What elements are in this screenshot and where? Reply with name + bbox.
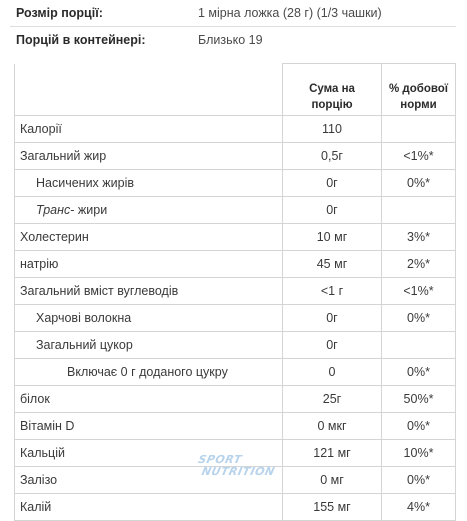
- nutrient-row-added-sugars: [15, 359, 456, 386]
- nutrient-row-trans-fat: [15, 197, 456, 224]
- nutrient-name: Кальцій: [15, 440, 283, 467]
- nutrient-name: білок: [15, 386, 283, 413]
- nutrient-row-cholesterol: [15, 224, 456, 251]
- nutrient-daily-value: <1%*: [382, 278, 456, 305]
- nutrient-daily-value: 10%*: [382, 440, 456, 467]
- nutrient-amount: 0 мг: [283, 467, 382, 494]
- nutrient-daily-value: 0%*: [382, 305, 456, 332]
- nutrient-amount: 121 мг: [283, 440, 382, 467]
- nutrient-name: Загальний жир: [15, 143, 283, 170]
- nutrient-amount: 0 мкг: [283, 413, 382, 440]
- nutrition-table: [14, 63, 456, 521]
- nutrient-name-rest: - жири: [70, 203, 108, 217]
- nutrient-name: Залізо: [15, 467, 283, 494]
- nutrient-row-calories: [15, 116, 456, 143]
- serving-info-table: [10, 0, 456, 53]
- nutrient-daily-value: 4%*: [382, 494, 456, 521]
- nutrient-daily-value: [382, 116, 456, 143]
- nutrient-daily-value: 2%*: [382, 251, 456, 278]
- nutrient-column-header: [15, 64, 283, 116]
- nutrient-name: Харчові волокна: [15, 305, 283, 332]
- nutrient-row-protein: [15, 386, 456, 413]
- amount-column-header: [283, 64, 382, 116]
- serving-size-row: [10, 0, 456, 27]
- watermark-line1: SPORT: [197, 453, 244, 466]
- nutrient-daily-value: 0%*: [382, 170, 456, 197]
- nutrient-row-potassium: [15, 494, 456, 521]
- daily-value-header-line2: норми: [400, 99, 437, 111]
- nutrient-row-total-carbs: [15, 278, 456, 305]
- nutrient-row-fiber: [15, 305, 456, 332]
- nutrient-amount: 0,5г: [283, 143, 382, 170]
- nutrient-name: Вітамін D: [15, 413, 283, 440]
- nutrient-amount: 0г: [283, 332, 382, 359]
- nutrient-daily-value: 50%*: [382, 386, 456, 413]
- daily-value-header-line1: % добової: [388, 83, 449, 95]
- serving-size-value: 1 мірна ложка (28 г) (1/3 чашки): [192, 0, 456, 27]
- nutrient-amount: 0г: [283, 170, 382, 197]
- servings-per-container-label: Порцій в контейнері:: [16, 33, 146, 47]
- nutrient-name: натрію: [15, 251, 283, 278]
- nutrient-daily-value: 0%*: [382, 359, 456, 386]
- nutrition-header-row: [15, 64, 456, 116]
- nutrient-amount: <1 г: [283, 278, 382, 305]
- servings-per-container-row: [10, 27, 456, 54]
- nutrient-daily-value: 0%*: [382, 413, 456, 440]
- nutrient-name: Насичених жирів: [15, 170, 283, 197]
- nutrient-name: Загальний вміст вуглеводів: [15, 278, 283, 305]
- nutrient-amount: 0: [283, 359, 382, 386]
- amount-header-line2: порцію: [311, 99, 353, 111]
- nutrient-name: Включає 0 г доданого цукру: [15, 359, 283, 386]
- nutrient-name: Холестерин: [15, 224, 283, 251]
- watermark-line2: NUTRITION: [200, 465, 277, 478]
- nutrient-name: Калій: [15, 494, 283, 521]
- nutrient-row-total-fat: [15, 143, 456, 170]
- servings-per-container-value: Близько 19: [198, 33, 263, 47]
- nutrient-daily-value: [382, 197, 456, 224]
- nutrient-amount: 10 мг: [283, 224, 382, 251]
- nutrient-amount: 155 мг: [283, 494, 382, 521]
- nutrient-row-total-sugars: [15, 332, 456, 359]
- nutrient-amount: 25г: [283, 386, 382, 413]
- nutrient-row-saturated-fat: [15, 170, 456, 197]
- nutrient-amount: 110: [283, 116, 382, 143]
- serving-size-label: Розмір порції:: [10, 0, 192, 27]
- nutrient-name: Калорії: [15, 116, 283, 143]
- nutrient-amount: 0г: [283, 197, 382, 224]
- nutrient-name-italic: Транс: [36, 203, 71, 217]
- nutrient-daily-value: <1%*: [382, 143, 456, 170]
- nutrient-daily-value: 0%*: [382, 467, 456, 494]
- nutrient-amount: 0г: [283, 305, 382, 332]
- nutrient-name: Загальний цукор: [15, 332, 283, 359]
- nutrient-row-sodium: [15, 251, 456, 278]
- nutrient-daily-value: 3%*: [382, 224, 456, 251]
- nutrient-daily-value: [382, 332, 456, 359]
- amount-header-line1: Сума на: [309, 83, 355, 95]
- nutrient-amount: 45 мг: [283, 251, 382, 278]
- nutrient-row-vitamin-d: [15, 413, 456, 440]
- nutrient-row-iron: [15, 467, 456, 494]
- nutrient-row-calcium: [15, 440, 456, 467]
- nutrient-name: [15, 197, 283, 224]
- daily-value-column-header: [382, 64, 456, 116]
